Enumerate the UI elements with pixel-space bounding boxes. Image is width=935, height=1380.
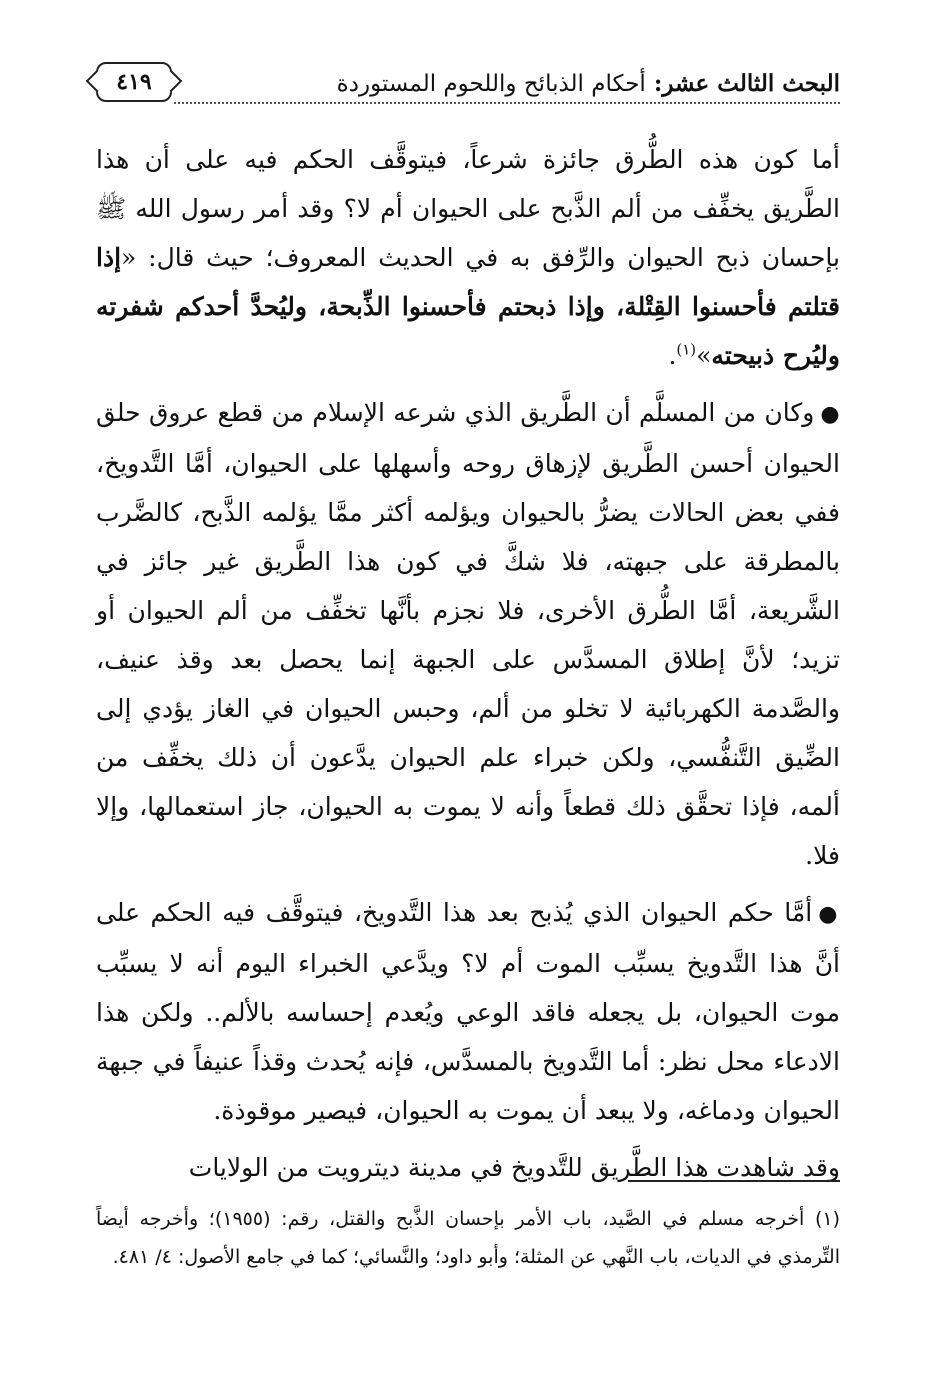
bullet-icon: ● [820, 402, 841, 427]
paragraph-3 [96, 888, 840, 1135]
footnote-text: (١) أخرجه مسلم في الصَّيد، باب الأمر بإحسان الذَّبح والقتل، رقم: (١٩٥٥)؛ وأخرجه أيضاً التِّرمذي في الديات، باب النَّهي عن المثلة؛ وأبو داود؛ والنَّسائي؛ كما في جامع الأصول: ٤/ ٤٨١. [96, 1208, 840, 1268]
footnote [96, 1200, 840, 1276]
page-header [96, 58, 840, 110]
page-number-badge [96, 62, 172, 102]
section-label: البحث الثالث عشر: [653, 70, 840, 97]
hadith-quote: إذا قتلتم فأحسنوا القِتْلة، وإذا ذبحتم فأحسنوا الذِّبحة، وليُحدَّ أحدكم شفرته وليُرح ذبيحته [96, 243, 841, 370]
header-divider [174, 102, 840, 104]
main-text [96, 135, 840, 1200]
running-title [337, 70, 840, 97]
paragraph-2-text: وكان من المسلَّم أن الطَّريق الذي شرعه الإسلام من قطع عروق حلق الحيوان أحسن الطَّريق لإزهاق روحه وأسهلها على الحيوان، أمَّا التَّدويخ، ففي بعض الحالات يضرُّ بالحيوان ويؤلمه أكثر ممَّا يؤلمه الذَّبح، كالضَّرب بالمطرقة على جبهته، فلا شكَّ في كون هذا الطَّريق غير جائز في الشَّريعة، أمَّا الطُّرق الأخرى، فلا نجزم بأنَّها تخفِّف من ألم الحيوان أو تزيد؛ لأنَّ إطلاق المسدَّس على الجبهة إنما يحصل بعد وقذ عنيف، والصَّدمة الكهربائية لا تخلو من ألم، وحبس الحيوان في الغاز يؤدي إلى الضِّيق التَّنفُّسي، ولكن خبراء علم الحيوان يدَّعون أن ذلك يخفِّف من ألمه، فإذا تحقَّق ذلك قطعاً وأنه لا يموت به الحيوان، جاز استعمالها، وإلا فلا. [96, 398, 840, 870]
paragraph-3-text: أمَّا حكم الحيوان الذي يُذبح بعد هذا التَّدويخ، فيتوقَّف فيه الحكم على أنَّ هذا التَّدويخ يسبِّب الموت أم لا؟ ويدَّعي الخبراء اليوم أنه لا يسبِّب موت الحيوان، بل يجعله فاقد الوعي ويُعدم إحساسه بالألم.. ولكن هذا الادعاء محل نظر: أما التَّدويخ بالمسدَّس، فإنه يُحدث وقذاً عنيفاً في جبهة الحيوان ودماغه، ولا يبعد أن يموت به الحيوان، فيصير موقوذة. [96, 898, 840, 1125]
paragraph-4-text: وقد شاهدت هذا الطَّريق للتَّدويخ في مدينة ديترويت من الولايات [188, 1153, 840, 1182]
paragraph-2 [96, 388, 840, 880]
footnote-reference[interactable]: (١) [676, 340, 697, 359]
paragraph-1 [96, 135, 840, 380]
page-number: ٤١٩ [116, 69, 152, 95]
chapter-title: أحكام الذبائح واللحوم المستوردة [336, 71, 646, 97]
paragraph-1-intro: أما كون هذه الطُّرق جائزة شرعاً، فيتوقَّف الحكم فيه على أن هذا الطَّريق يخفِّف من ألم الذَّبح على الحيوان أم لا؟ وقد أمر رسول الله ﷺ بإحسان ذبح الحيوان والرِّفق به في الحديث المعروف؛ حيث قال: « [96, 145, 840, 272]
footnote-divider [628, 1180, 840, 1182]
paragraph-4 [96, 1143, 840, 1192]
paragraph-1-end: . [668, 341, 677, 370]
bullet-icon: ● [818, 902, 840, 927]
quote-close: » [696, 341, 712, 370]
